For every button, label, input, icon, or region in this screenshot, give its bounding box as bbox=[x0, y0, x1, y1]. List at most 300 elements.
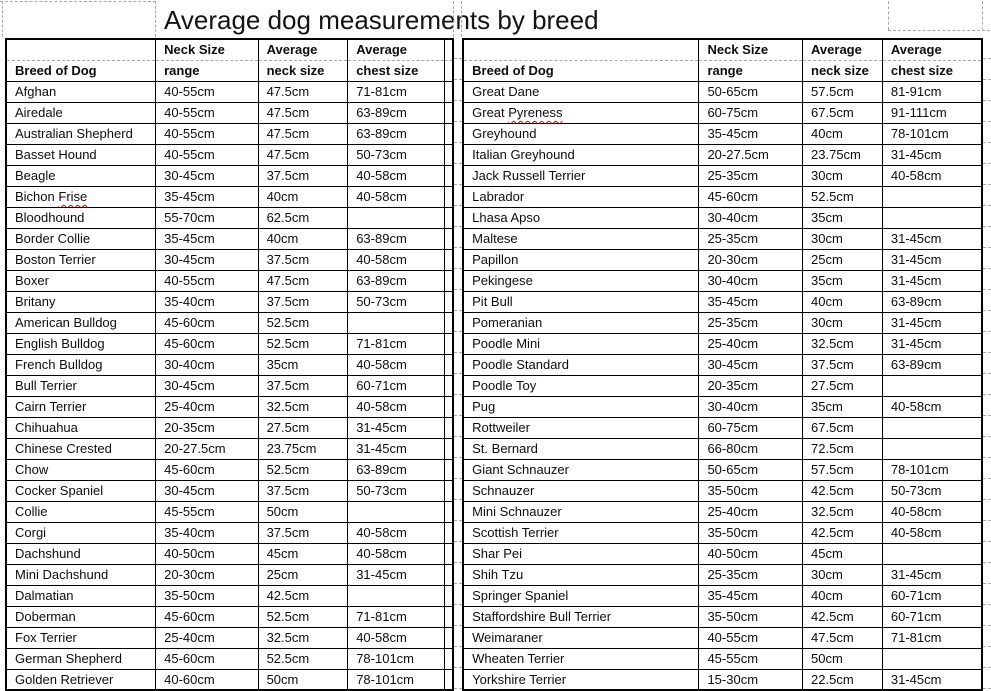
breed-cell[interactable]: Australian Shepherd bbox=[6, 123, 156, 144]
neck-range-cell[interactable]: 25-40cm bbox=[156, 627, 258, 648]
spacer-cell bbox=[444, 564, 453, 585]
breed-cell[interactable]: Poodle Standard bbox=[463, 354, 699, 375]
avg-neck-header-line2: neck size bbox=[803, 60, 883, 81]
neck-range-cell[interactable]: 60-75cm bbox=[699, 417, 803, 438]
row-gridline-stub bbox=[983, 647, 991, 668]
avg-neck-cell[interactable]: 40cm bbox=[803, 291, 883, 312]
row-gridline-stub bbox=[454, 332, 462, 353]
breed-cell[interactable]: Dalmatian bbox=[6, 585, 156, 606]
chest-size-cell[interactable] bbox=[882, 438, 982, 459]
avg-neck-cell[interactable]: 32.5cm bbox=[803, 501, 883, 522]
avg-neck-cell[interactable]: 42.5cm bbox=[258, 585, 348, 606]
row-gridline-stub bbox=[983, 395, 991, 416]
breed-cell[interactable]: Weimaraner bbox=[463, 627, 699, 648]
chest-size-cell[interactable]: 50-73cm bbox=[348, 291, 445, 312]
chest-size-cell[interactable]: 31-45cm bbox=[882, 144, 982, 165]
avg-neck-cell[interactable]: 37.5cm bbox=[258, 375, 348, 396]
avg-neck-cell[interactable]: 32.5cm bbox=[803, 333, 883, 354]
row-gridline-stub bbox=[983, 59, 991, 80]
breed-cell[interactable]: Basset Hound bbox=[6, 144, 156, 165]
row-gridline-stub bbox=[983, 605, 991, 626]
spacer-cell bbox=[444, 480, 453, 501]
row-gridline-stub bbox=[454, 416, 462, 437]
avg-neck-cell[interactable]: 50cm bbox=[803, 648, 883, 669]
spacer-cell bbox=[444, 396, 453, 417]
avg-neck-cell[interactable]: 27.5cm bbox=[803, 375, 883, 396]
chest-size-cell[interactable]: 63-89cm bbox=[348, 102, 445, 123]
chest-size-cell[interactable]: 31-45cm bbox=[348, 417, 445, 438]
breed-cell[interactable]: Cocker Spaniel bbox=[6, 480, 156, 501]
avg-neck-cell[interactable]: 23.75cm bbox=[803, 144, 883, 165]
table-row bbox=[6, 627, 453, 648]
avg-neck-cell[interactable]: 35cm bbox=[803, 396, 883, 417]
chest-size-cell[interactable]: 40-58cm bbox=[348, 396, 445, 417]
breed-cell[interactable]: Pomeranian bbox=[463, 312, 699, 333]
breed-cell[interactable]: St. Bernard bbox=[463, 438, 699, 459]
table-row bbox=[463, 291, 982, 312]
neck-range-cell[interactable]: 45-60cm bbox=[156, 459, 258, 480]
breed-cell[interactable]: Labrador bbox=[463, 186, 699, 207]
breed-cell[interactable]: Shar Pei bbox=[463, 543, 699, 564]
neck-range-cell[interactable]: 40-55cm bbox=[699, 627, 803, 648]
chest-size-cell[interactable]: 31-45cm bbox=[882, 249, 982, 270]
row-gridline-stub bbox=[983, 164, 991, 185]
avg-neck-cell[interactable]: 35cm bbox=[803, 270, 883, 291]
chest-size-cell[interactable]: 63-89cm bbox=[882, 354, 982, 375]
breed-cell[interactable]: Bichon Frise bbox=[6, 186, 156, 207]
chest-size-cell[interactable] bbox=[348, 207, 445, 228]
avg-neck-cell[interactable]: 42.5cm bbox=[803, 522, 883, 543]
avg-neck-cell[interactable]: 30cm bbox=[803, 165, 883, 186]
chest-size-cell[interactable]: 40-58cm bbox=[882, 522, 982, 543]
chest-size-cell[interactable]: 78-101cm bbox=[348, 669, 445, 690]
chest-header-line1: Average bbox=[882, 39, 982, 60]
neck-range-cell[interactable]: 20-27.5cm bbox=[699, 144, 803, 165]
breed-cell[interactable]: Pug bbox=[463, 396, 699, 417]
chest-size-cell[interactable]: 31-45cm bbox=[882, 669, 982, 690]
neck-range-cell[interactable]: 40-60cm bbox=[156, 669, 258, 690]
breed-cell[interactable]: Fox Terrier bbox=[6, 627, 156, 648]
table-row bbox=[463, 144, 982, 165]
avg-neck-cell[interactable]: 52.5cm bbox=[258, 333, 348, 354]
chest-size-cell[interactable]: 63-89cm bbox=[348, 123, 445, 144]
neck-range-cell[interactable]: 40-50cm bbox=[699, 543, 803, 564]
breed-cell[interactable]: Papillon bbox=[463, 249, 699, 270]
neck-range-cell[interactable]: 35-45cm bbox=[699, 123, 803, 144]
avg-neck-cell[interactable]: 40cm bbox=[803, 585, 883, 606]
avg-neck-header-line1: Average bbox=[258, 39, 348, 60]
table-row bbox=[463, 102, 982, 123]
breed-cell[interactable]: Golden Retriever bbox=[6, 669, 156, 690]
breed-cell[interactable]: Poodle Mini bbox=[463, 333, 699, 354]
row-gridline-stub bbox=[454, 563, 462, 584]
header-row-top bbox=[463, 39, 982, 60]
neck-range-cell[interactable]: 35-40cm bbox=[156, 522, 258, 543]
chest-size-cell[interactable] bbox=[882, 543, 982, 564]
spacer-cell bbox=[444, 81, 453, 102]
chest-size-cell[interactable]: 78-101cm bbox=[882, 123, 982, 144]
row-gridline-stub bbox=[454, 542, 462, 563]
chest-header-line1: Average bbox=[348, 39, 445, 60]
chest-size-cell[interactable]: 31-45cm bbox=[348, 438, 445, 459]
row-gridline-stub bbox=[454, 584, 462, 605]
breed-cell[interactable]: Pit Bull bbox=[463, 291, 699, 312]
breed-cell[interactable]: Chihuahua bbox=[6, 417, 156, 438]
avg-neck-cell[interactable]: 67.5cm bbox=[803, 102, 883, 123]
table-row bbox=[6, 144, 453, 165]
spacer-cell bbox=[444, 312, 453, 333]
breed-cell[interactable]: American Bulldog bbox=[6, 312, 156, 333]
neck-range-cell[interactable]: 20-35cm bbox=[699, 375, 803, 396]
avg-neck-cell[interactable]: 42.5cm bbox=[803, 480, 883, 501]
breed-cell[interactable]: Springer Spaniel bbox=[463, 585, 699, 606]
chest-size-cell[interactable] bbox=[882, 207, 982, 228]
table-row bbox=[463, 438, 982, 459]
chest-size-cell[interactable] bbox=[882, 648, 982, 669]
chest-size-cell[interactable] bbox=[882, 417, 982, 438]
avg-neck-cell[interactable]: 25cm bbox=[258, 564, 348, 585]
breed-cell[interactable]: Chow bbox=[6, 459, 156, 480]
avg-neck-cell[interactable]: 37.5cm bbox=[258, 291, 348, 312]
breed-cell[interactable]: Bloodhound bbox=[6, 207, 156, 228]
neck-range-cell[interactable]: 40-55cm bbox=[156, 123, 258, 144]
neck-range-cell[interactable]: 40-50cm bbox=[156, 543, 258, 564]
breed-cell[interactable]: French Bulldog bbox=[6, 354, 156, 375]
neck-range-cell[interactable]: 25-35cm bbox=[699, 564, 803, 585]
neck-range-cell[interactable]: 30-40cm bbox=[699, 270, 803, 291]
spacer-cell bbox=[444, 522, 453, 543]
neck-size-header-line2: range bbox=[699, 60, 803, 81]
breed-cell[interactable]: Boxer bbox=[6, 270, 156, 291]
table-row bbox=[463, 207, 982, 228]
avg-neck-cell[interactable]: 37.5cm bbox=[258, 165, 348, 186]
avg-neck-cell[interactable]: 23.75cm bbox=[258, 438, 348, 459]
chest-size-cell[interactable]: 63-89cm bbox=[348, 459, 445, 480]
avg-neck-cell[interactable]: 47.5cm bbox=[258, 81, 348, 102]
avg-neck-cell[interactable]: 52.5cm bbox=[258, 459, 348, 480]
neck-range-cell[interactable]: 15-30cm bbox=[699, 669, 803, 690]
breed-cell[interactable]: Rottweiler bbox=[463, 417, 699, 438]
gridline-left bbox=[2, 1, 3, 37]
neck-range-cell[interactable]: 35-50cm bbox=[699, 522, 803, 543]
breed-cell[interactable]: Great Pyreness bbox=[463, 102, 699, 123]
spacer-cell bbox=[444, 417, 453, 438]
breed-cell[interactable]: Staffordshire Bull Terrier bbox=[463, 606, 699, 627]
neck-range-cell[interactable]: 25-40cm bbox=[699, 333, 803, 354]
neck-range-cell[interactable]: 40-55cm bbox=[156, 81, 258, 102]
avg-neck-cell[interactable]: 22.5cm bbox=[803, 669, 883, 690]
chest-size-cell[interactable]: 40-58cm bbox=[348, 249, 445, 270]
chest-size-cell[interactable] bbox=[882, 186, 982, 207]
chest-size-cell[interactable]: 63-89cm bbox=[348, 228, 445, 249]
avg-neck-cell[interactable]: 57.5cm bbox=[803, 459, 883, 480]
row-gridline-stub bbox=[983, 668, 991, 689]
neck-range-cell[interactable]: 30-40cm bbox=[156, 354, 258, 375]
chest-size-cell[interactable]: 40-58cm bbox=[348, 627, 445, 648]
breed-cell[interactable]: English Bulldog bbox=[6, 333, 156, 354]
avg-neck-cell[interactable]: 52.5cm bbox=[258, 648, 348, 669]
breed-cell[interactable]: Mini Dachshund bbox=[6, 564, 156, 585]
neck-range-cell[interactable]: 35-45cm bbox=[156, 186, 258, 207]
avg-neck-cell[interactable]: 37.5cm bbox=[258, 480, 348, 501]
table-row bbox=[6, 354, 453, 375]
breed-cell[interactable]: Mini Schnauzer bbox=[463, 501, 699, 522]
breed-cell[interactable]: Jack Russell Terrier bbox=[463, 165, 699, 186]
breed-cell[interactable]: Bull Terrier bbox=[6, 375, 156, 396]
chest-size-cell[interactable]: 40-58cm bbox=[348, 186, 445, 207]
neck-range-cell[interactable]: 30-45cm bbox=[156, 165, 258, 186]
chest-size-cell[interactable]: 40-58cm bbox=[882, 501, 982, 522]
table-row bbox=[463, 396, 982, 417]
avg-neck-cell[interactable]: 32.5cm bbox=[258, 627, 348, 648]
chest-header-line2: chest size bbox=[348, 60, 445, 81]
neck-range-cell[interactable]: 35-50cm bbox=[156, 585, 258, 606]
breed-cell[interactable]: Afghan bbox=[6, 81, 156, 102]
table-row bbox=[463, 543, 982, 564]
neck-range-cell[interactable]: 35-40cm bbox=[156, 291, 258, 312]
neck-range-cell[interactable]: 30-40cm bbox=[699, 396, 803, 417]
breed-cell[interactable]: Border Collie bbox=[6, 228, 156, 249]
neck-range-cell[interactable]: 25-35cm bbox=[699, 312, 803, 333]
row-gridline-stub bbox=[983, 374, 991, 395]
breed-cell[interactable]: Beagle bbox=[6, 165, 156, 186]
avg-neck-cell[interactable]: 50cm bbox=[258, 501, 348, 522]
breed-cell[interactable]: Britany bbox=[6, 291, 156, 312]
breed-cell[interactable]: Schnauzer bbox=[463, 480, 699, 501]
breed-cell[interactable]: Giant Schnauzer bbox=[463, 459, 699, 480]
breed-cell[interactable]: Cairn Terrier bbox=[6, 396, 156, 417]
neck-range-cell[interactable]: 25-35cm bbox=[699, 165, 803, 186]
table-row bbox=[463, 627, 982, 648]
avg-neck-cell[interactable]: 57.5cm bbox=[803, 81, 883, 102]
avg-neck-cell[interactable]: 25cm bbox=[803, 249, 883, 270]
neck-range-cell[interactable]: 45-60cm bbox=[699, 186, 803, 207]
avg-neck-header-line2: neck size bbox=[258, 60, 348, 81]
breed-cell[interactable]: German Shepherd bbox=[6, 648, 156, 669]
row-gridline-stub bbox=[454, 101, 462, 122]
avg-neck-cell[interactable]: 35cm bbox=[258, 354, 348, 375]
neck-range-cell[interactable]: 25-40cm bbox=[699, 501, 803, 522]
chest-size-cell[interactable]: 31-45cm bbox=[348, 564, 445, 585]
neck-range-cell[interactable]: 45-55cm bbox=[699, 648, 803, 669]
row-gridline-stub bbox=[454, 668, 462, 689]
avg-neck-cell[interactable]: 62.5cm bbox=[258, 207, 348, 228]
avg-neck-cell[interactable]: 30cm bbox=[803, 228, 883, 249]
avg-neck-cell[interactable]: 52.5cm bbox=[258, 606, 348, 627]
avg-neck-cell[interactable]: 27.5cm bbox=[258, 417, 348, 438]
avg-neck-cell[interactable]: 37.5cm bbox=[258, 249, 348, 270]
breed-cell[interactable]: Pekingese bbox=[463, 270, 699, 291]
chest-size-cell[interactable] bbox=[348, 585, 445, 606]
chest-size-cell[interactable]: 63-89cm bbox=[882, 291, 982, 312]
breed-cell[interactable]: Airedale bbox=[6, 102, 156, 123]
breed-cell[interactable]: Boston Terrier bbox=[6, 249, 156, 270]
avg-neck-cell[interactable]: 47.5cm bbox=[803, 627, 883, 648]
breed-cell[interactable]: Collie bbox=[6, 501, 156, 522]
chest-size-cell[interactable]: 40-58cm bbox=[882, 165, 982, 186]
avg-neck-cell[interactable]: 30cm bbox=[803, 312, 883, 333]
avg-neck-cell[interactable]: 45cm bbox=[258, 543, 348, 564]
chest-size-cell[interactable]: 78-101cm bbox=[348, 648, 445, 669]
chest-size-cell[interactable] bbox=[348, 501, 445, 522]
avg-neck-cell[interactable]: 40cm bbox=[258, 186, 348, 207]
avg-neck-cell[interactable]: 72.5cm bbox=[803, 438, 883, 459]
neck-range-cell[interactable]: 20-30cm bbox=[699, 249, 803, 270]
chest-size-cell[interactable]: 71-81cm bbox=[348, 333, 445, 354]
breed-cell[interactable]: Lhasa Apso bbox=[463, 207, 699, 228]
avg-neck-cell[interactable]: 47.5cm bbox=[258, 270, 348, 291]
breed-cell[interactable]: Greyhound bbox=[463, 123, 699, 144]
neck-range-cell[interactable]: 30-45cm bbox=[156, 480, 258, 501]
row-gridline-stub bbox=[454, 647, 462, 668]
neck-range-cell[interactable]: 66-80cm bbox=[699, 438, 803, 459]
chest-size-cell[interactable]: 71-81cm bbox=[882, 627, 982, 648]
chest-size-cell[interactable]: 40-58cm bbox=[348, 522, 445, 543]
breed-cell[interactable]: Poodle Toy bbox=[463, 375, 699, 396]
row-gridline-stub bbox=[983, 101, 991, 122]
avg-neck-cell[interactable]: 47.5cm bbox=[258, 123, 348, 144]
neck-range-cell[interactable]: 55-70cm bbox=[156, 207, 258, 228]
breed-cell[interactable]: Corgi bbox=[6, 522, 156, 543]
chest-size-cell[interactable]: 91-111cm bbox=[882, 102, 982, 123]
measurements-table-right[interactable] bbox=[462, 38, 983, 691]
neck-range-cell[interactable]: 25-35cm bbox=[699, 228, 803, 249]
avg-neck-cell[interactable]: 52.5cm bbox=[803, 186, 883, 207]
avg-neck-cell[interactable]: 47.5cm bbox=[258, 102, 348, 123]
chest-size-cell[interactable]: 40-58cm bbox=[348, 543, 445, 564]
avg-neck-cell[interactable]: 30cm bbox=[803, 564, 883, 585]
neck-range-cell[interactable]: 45-60cm bbox=[156, 606, 258, 627]
table-row bbox=[463, 648, 982, 669]
neck-range-cell[interactable]: 20-30cm bbox=[156, 564, 258, 585]
neck-range-cell[interactable]: 30-45cm bbox=[699, 354, 803, 375]
chest-size-cell[interactable]: 71-81cm bbox=[348, 606, 445, 627]
table-row bbox=[6, 564, 453, 585]
chest-size-cell[interactable]: 31-45cm bbox=[882, 333, 982, 354]
chest-size-cell[interactable]: 63-89cm bbox=[348, 270, 445, 291]
chest-size-cell[interactable]: 60-71cm bbox=[882, 606, 982, 627]
breed-cell[interactable]: Doberman bbox=[6, 606, 156, 627]
avg-neck-cell[interactable]: 37.5cm bbox=[803, 354, 883, 375]
chest-size-cell[interactable]: 50-73cm bbox=[348, 480, 445, 501]
neck-range-cell[interactable]: 50-65cm bbox=[699, 81, 803, 102]
row-gridline-stub bbox=[983, 521, 991, 542]
neck-range-cell[interactable]: 30-45cm bbox=[156, 249, 258, 270]
chest-size-cell[interactable]: 50-73cm bbox=[348, 144, 445, 165]
chest-size-cell[interactable]: 31-45cm bbox=[882, 312, 982, 333]
table-row bbox=[6, 312, 453, 333]
avg-neck-cell[interactable]: 45cm bbox=[803, 543, 883, 564]
chest-size-cell[interactable]: 40-58cm bbox=[882, 396, 982, 417]
table-row bbox=[6, 669, 453, 690]
table-row bbox=[6, 270, 453, 291]
neck-range-cell[interactable]: 45-60cm bbox=[156, 312, 258, 333]
chest-size-cell[interactable]: 50-73cm bbox=[882, 480, 982, 501]
avg-neck-cell[interactable]: 35cm bbox=[803, 207, 883, 228]
row-gridline-stub bbox=[983, 227, 991, 248]
neck-range-cell[interactable]: 20-27.5cm bbox=[156, 438, 258, 459]
breed-cell[interactable]: Chinese Crested bbox=[6, 438, 156, 459]
neck-range-cell[interactable]: 20-35cm bbox=[156, 417, 258, 438]
spacer-cell bbox=[444, 165, 453, 186]
neck-range-cell[interactable]: 45-55cm bbox=[156, 501, 258, 522]
neck-range-cell[interactable]: 50-65cm bbox=[699, 459, 803, 480]
avg-neck-cell[interactable]: 37.5cm bbox=[258, 522, 348, 543]
neck-range-cell[interactable]: 40-55cm bbox=[156, 144, 258, 165]
breed-cell[interactable]: Wheaten Terrier bbox=[463, 648, 699, 669]
avg-neck-cell[interactable]: 42.5cm bbox=[803, 606, 883, 627]
avg-neck-cell[interactable]: 40cm bbox=[803, 123, 883, 144]
neck-range-cell[interactable]: 35-50cm bbox=[699, 480, 803, 501]
row-gridline-stub bbox=[454, 122, 462, 143]
avg-neck-cell[interactable]: 50cm bbox=[258, 669, 348, 690]
breed-cell[interactable]: Scottish Terrier bbox=[463, 522, 699, 543]
row-gridline-stub bbox=[454, 521, 462, 542]
breed-cell[interactable]: Italian Greyhound bbox=[463, 144, 699, 165]
avg-neck-cell[interactable]: 32.5cm bbox=[258, 396, 348, 417]
neck-range-cell[interactable]: 30-40cm bbox=[699, 207, 803, 228]
neck-range-cell[interactable]: 60-75cm bbox=[699, 102, 803, 123]
chest-size-cell[interactable]: 31-45cm bbox=[882, 564, 982, 585]
neck-range-cell[interactable]: 25-40cm bbox=[156, 396, 258, 417]
chest-size-cell[interactable]: 60-71cm bbox=[348, 375, 445, 396]
chest-size-cell[interactable]: 81-91cm bbox=[882, 81, 982, 102]
avg-neck-cell[interactable]: 47.5cm bbox=[258, 144, 348, 165]
breed-cell[interactable]: Maltese bbox=[463, 228, 699, 249]
chest-size-cell[interactable]: 60-71cm bbox=[882, 585, 982, 606]
row-gridline-stub bbox=[454, 143, 462, 164]
neck-range-cell[interactable]: 35-45cm bbox=[156, 228, 258, 249]
chest-size-cell[interactable]: 71-81cm bbox=[348, 81, 445, 102]
avg-neck-cell[interactable]: 52.5cm bbox=[258, 312, 348, 333]
spacer-cell bbox=[444, 333, 453, 354]
row-gridline-stub bbox=[983, 437, 991, 458]
page-title[interactable]: Average dog measurements by breed bbox=[164, 5, 599, 35]
breed-cell[interactable]: Great Dane bbox=[463, 81, 699, 102]
neck-range-cell[interactable]: 30-45cm bbox=[156, 375, 258, 396]
tables-container bbox=[5, 38, 991, 691]
breed-cell[interactable]: Shih Tzu bbox=[463, 564, 699, 585]
chest-size-cell[interactable]: 40-58cm bbox=[348, 354, 445, 375]
neck-range-cell[interactable]: 40-55cm bbox=[156, 102, 258, 123]
table-row bbox=[6, 207, 453, 228]
neck-range-cell[interactable]: 35-45cm bbox=[699, 291, 803, 312]
chest-size-cell[interactable]: 78-101cm bbox=[882, 459, 982, 480]
chest-size-cell[interactable]: 31-45cm bbox=[882, 228, 982, 249]
neck-size-header-line1: Neck Size bbox=[699, 39, 803, 60]
chest-size-cell[interactable] bbox=[348, 312, 445, 333]
measurements-table-left[interactable] bbox=[5, 38, 454, 691]
table-row bbox=[6, 438, 453, 459]
neck-range-cell[interactable]: 35-45cm bbox=[699, 585, 803, 606]
neck-range-cell[interactable]: 35-50cm bbox=[699, 606, 803, 627]
breed-cell[interactable]: Dachshund bbox=[6, 543, 156, 564]
table-row bbox=[6, 501, 453, 522]
header-row-bottom bbox=[463, 60, 982, 81]
avg-neck-cell[interactable]: 40cm bbox=[258, 228, 348, 249]
neck-size-header-line1: Neck Size bbox=[156, 39, 258, 60]
table-row bbox=[6, 606, 453, 627]
neck-range-cell[interactable]: 45-60cm bbox=[156, 333, 258, 354]
neck-range-cell[interactable]: 40-55cm bbox=[156, 270, 258, 291]
neck-range-cell[interactable]: 45-60cm bbox=[156, 648, 258, 669]
breed-cell[interactable]: Yorkshire Terrier bbox=[463, 669, 699, 690]
chest-size-cell[interactable]: 31-45cm bbox=[882, 270, 982, 291]
table-row bbox=[6, 396, 453, 417]
chest-size-cell[interactable]: 40-58cm bbox=[348, 165, 445, 186]
avg-neck-cell[interactable]: 67.5cm bbox=[803, 417, 883, 438]
chest-size-cell[interactable] bbox=[882, 375, 982, 396]
